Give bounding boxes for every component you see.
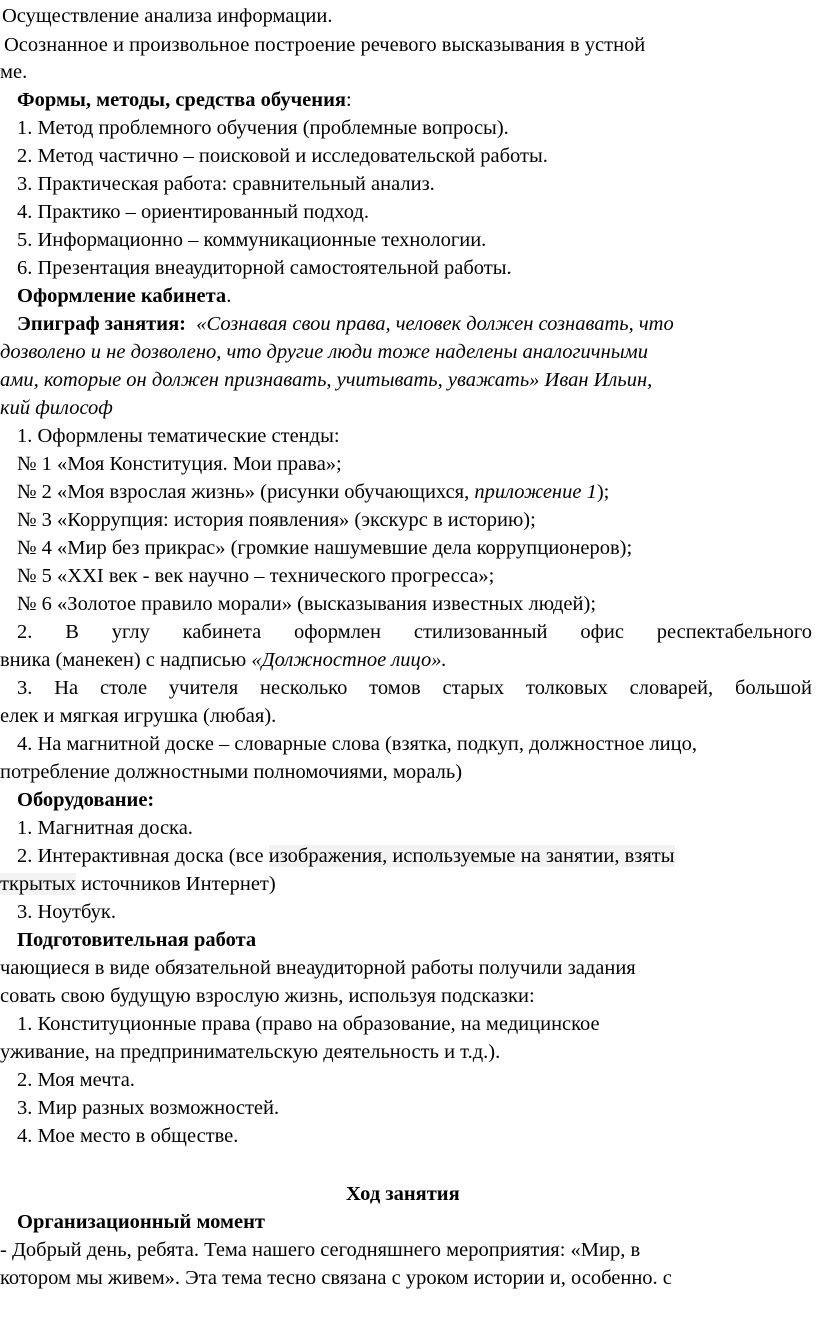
stand-item: № 6 «Золотое правило морали» (высказывания известных людей); [17,593,597,615]
stand-item: № 1 «Моя Конституция. Мои права»; [17,453,342,475]
epigraph-heading: Эпиграф занятия: [17,313,186,335]
section-heading-equipment: Оборудование: [17,789,155,811]
stand-item: № 4 «Мир без прикрас» (громкие нашумевшие дела коррупционеров); [17,537,633,559]
item-text: источников Интернет) [75,873,276,895]
stand-item [17,482,609,503]
stand-item: № 3 «Коррупция: история появления» (экскурс в историю); [17,509,536,531]
list-item: 3. Мир разных возможностей. [17,1097,280,1119]
item-text: 2. Интерактивная доска (все [17,845,269,867]
heading-punct: . [226,285,232,307]
list-item: 3. Практическая работа: сравнительный анализ. [17,173,435,195]
list-item: 4. На магнитной доске – словарные слова (взятка, подкуп, должностное лицо, [17,733,697,755]
highlighted-text: изображения, используемые на занятии, взяты [268,845,675,867]
section-heading-org: Организационный момент [17,1211,265,1233]
list-item-continuation [0,650,447,671]
section-heading-forms [17,90,352,111]
list-item: 5. Информационно – коммуникационные технологии. [17,229,487,251]
section-heading-course: Ход занятия [346,1183,460,1205]
text-line: чающиеся в виде обязательной внеаудиторной работы получили задания [0,957,636,979]
text-line: Осознанное и произвольное построение речевого высказывания в устной [4,34,646,56]
list-item-continuation [0,874,276,895]
epigraph-line: дозволено и не дозволено, что другие люди тоже наделены аналогичными [0,341,648,363]
stand-item: № 5 «XXI век - век научно – технического прогресса»; [17,565,495,587]
stand-text: № 2 «Моя взрослая жизнь» (рисунки обучающихся, [17,481,475,503]
item-text: вника (манекен) с надписью [0,649,252,671]
section-heading-prep: Подготовительная работа [17,929,257,951]
epigraph-line [17,314,674,335]
text-line: - Добрый день, ребята. Тема нашего сегодняшнего мероприятия: «Мир, в [0,1239,641,1261]
heading-text: Оформление кабинета [17,285,227,307]
highlighted-text: ткрытых [0,873,76,895]
list-item-continuation: уживание, на предпринимательскую деятельность и т.д.). [0,1041,501,1063]
epigraph-text: «Сознавая свои права, человек должен сознавать, что [196,313,674,335]
list-item: 2. Моя мечта. [17,1069,135,1091]
list-item-continuation: потребление должностными полномочиями, мораль) [0,761,463,783]
epigraph-line: кий философ [0,397,113,419]
list-item: 3. Ноутбук. [17,901,116,923]
text-line: котором мы живем». Эта тема тесно связана с уроком истории и, особенно. с [0,1267,672,1289]
list-item: 3. На столе учителя несколько томов старых толковых словарей, большой [17,677,812,699]
sign-text: «Должностное лицо». [251,649,447,671]
text-line: ме. [0,61,28,83]
section-heading-cabinet [17,286,231,307]
list-item: 1. Конституционные права (право на образование, на медицинское [17,1013,600,1035]
list-item: 1. Магнитная доска. [17,817,193,839]
epigraph-line: ами, которые он должен признавать, учитывать, уважать» Иван Ильин, [0,369,653,391]
heading-text: Формы, методы, средства обучения [17,89,346,111]
list-item: 2. В углу кабинета оформлен стилизованный офис респектабельного [17,621,812,643]
list-item: 2. Метод частично – поисковой и исследовательской работы. [17,145,548,167]
list-item: 6. Презентация внеаудиторной самостоятельной работы. [17,257,512,279]
text-line: Осуществление анализа информации. [2,5,333,27]
list-item: 1. Метод проблемного обучения (проблемные вопросы). [17,117,509,139]
list-item: 1. Оформлены тематические стенды: [17,425,340,447]
heading-punct: : [345,89,352,111]
list-item-continuation: елек и мягкая игрушка (любая). [0,705,277,727]
list-item: 4. Мое место в обществе. [17,1125,239,1147]
list-item: 4. Практико – ориентированный подход. [17,201,369,223]
text-line: совать свою будущую взрослую жизнь, используя подсказки: [0,985,535,1007]
list-item [17,846,675,867]
stand-text: ); [596,481,610,503]
appendix-ref: приложение 1 [474,481,597,503]
